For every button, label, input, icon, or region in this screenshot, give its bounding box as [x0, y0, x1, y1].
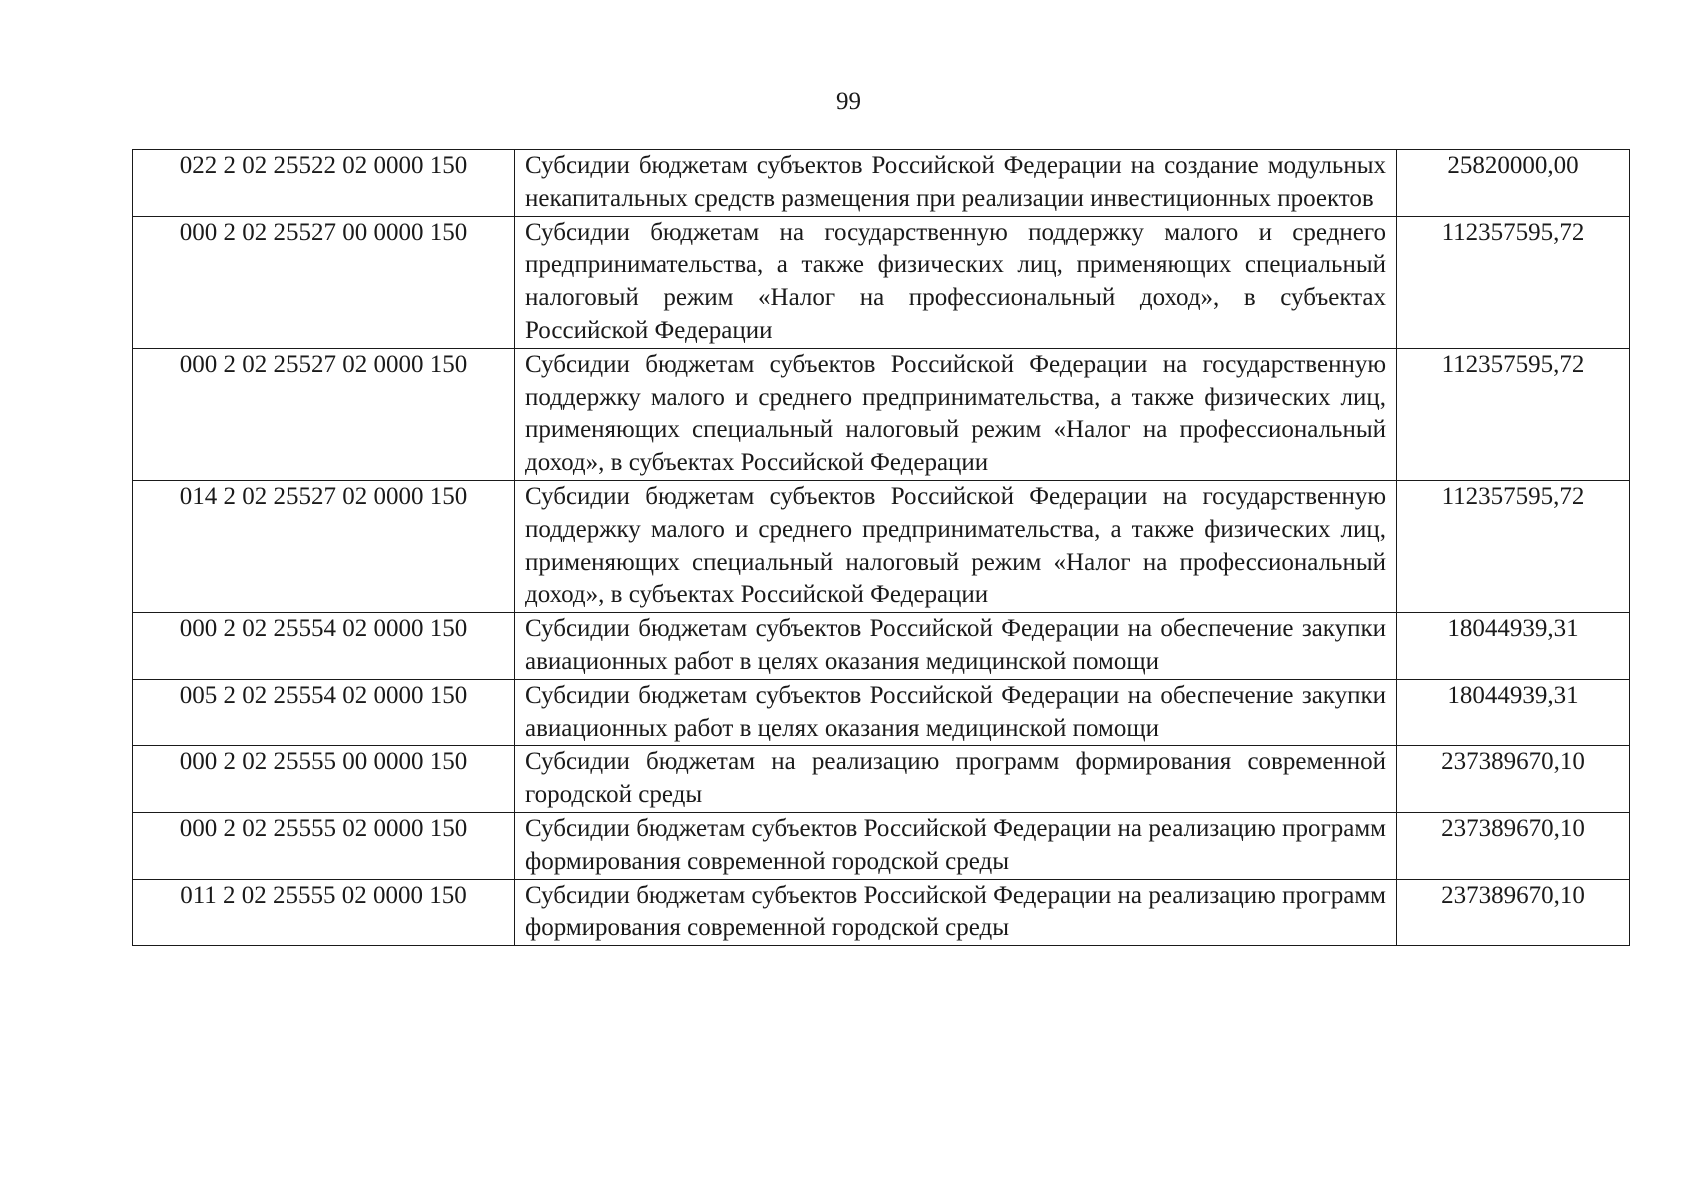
amount-cell: 112357595,72 — [1397, 348, 1630, 480]
budget-code-cell: 014 2 02 25527 02 0000 150 — [133, 480, 515, 612]
description-cell: Субсидии бюджетам субъектов Российской Федерации на создание модульных некапитальных средств размещения при реализации инвестиционных проектов — [515, 150, 1397, 217]
amount-cell: 112357595,72 — [1397, 216, 1630, 348]
budget-code-cell: 000 2 02 25527 00 0000 150 — [133, 216, 515, 348]
table-row — [133, 613, 1630, 680]
description-cell: Субсидии бюджетам на реализацию программ формирования современной городской среды — [515, 746, 1397, 813]
description-cell: Субсидии бюджетам субъектов Российской Федерации на обеспечение закупки авиационных работ в целях оказания медицинской помощи — [515, 679, 1397, 746]
page-number: 99 — [836, 88, 861, 115]
table-row — [133, 679, 1630, 746]
description-cell: Субсидии бюджетам на государственную поддержку малого и среднего предпринимательства, а также физических лиц, применяющих специальный налоговый режим «Налог на профессиональный доход», в субъектах Российской Федерации — [515, 216, 1397, 348]
budget-code-cell: 022 2 02 25522 02 0000 150 — [133, 150, 515, 217]
description-cell: Субсидии бюджетам субъектов Российской Федерации на государственную поддержку малого и среднего предпринимательства, а также физических лиц, применяющих специальный налоговый режим «Налог на профессиональный доход», в субъектах Российской Федерации — [515, 480, 1397, 612]
description-cell: Субсидии бюджетам субъектов Российской Федерации на реализацию программ формирования современной городской среды — [515, 812, 1397, 879]
amount-cell: 18044939,31 — [1397, 679, 1630, 746]
budget-code-cell: 000 2 02 25555 02 0000 150 — [133, 812, 515, 879]
budget-code-cell: 005 2 02 25554 02 0000 150 — [133, 679, 515, 746]
table-row — [133, 480, 1630, 612]
table-row — [133, 348, 1630, 480]
table-row — [133, 879, 1630, 946]
budget-code-cell: 000 2 02 25527 02 0000 150 — [133, 348, 515, 480]
table-row — [133, 746, 1630, 813]
amount-cell: 237389670,10 — [1397, 746, 1630, 813]
budget-revenue-table — [132, 149, 1630, 946]
description-cell: Субсидии бюджетам субъектов Российской Федерации на государственную поддержку малого и среднего предпринимательства, а также физических лиц, применяющих специальный налоговый режим «Налог на профессиональный доход», в субъектах Российской Федерации — [515, 348, 1397, 480]
table-row — [133, 216, 1630, 348]
amount-cell: 25820000,00 — [1397, 150, 1630, 217]
amount-cell: 112357595,72 — [1397, 480, 1630, 612]
table-row — [133, 150, 1630, 217]
table-row — [133, 812, 1630, 879]
description-cell: Субсидии бюджетам субъектов Российской Федерации на обеспечение закупки авиационных работ в целях оказания медицинской помощи — [515, 613, 1397, 680]
amount-cell: 18044939,31 — [1397, 613, 1630, 680]
amount-cell: 237389670,10 — [1397, 879, 1630, 946]
budget-code-cell: 011 2 02 25555 02 0000 150 — [133, 879, 515, 946]
description-cell: Субсидии бюджетам субъектов Российской Федерации на реализацию программ формирования современной городской среды — [515, 879, 1397, 946]
amount-cell: 237389670,10 — [1397, 812, 1630, 879]
budget-code-cell: 000 2 02 25555 00 0000 150 — [133, 746, 515, 813]
budget-code-cell: 000 2 02 25554 02 0000 150 — [133, 613, 515, 680]
